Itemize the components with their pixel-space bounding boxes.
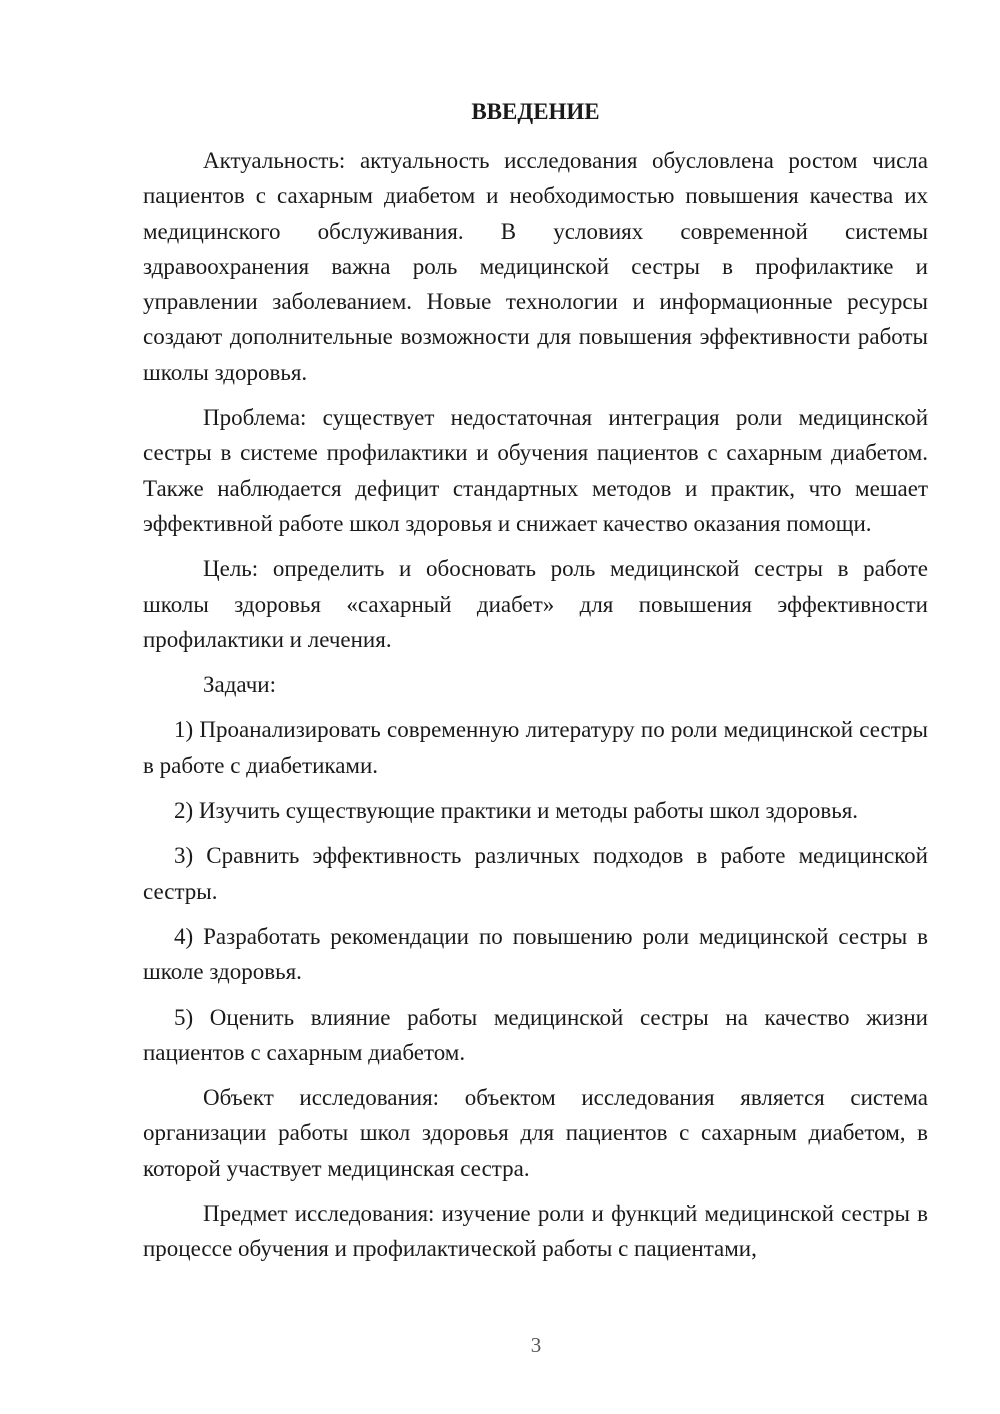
paragraph-goal: Цель: определить и обосновать роль медицинской сестры в работе школы здоровья «сахарный диабет» для повышения эффективности профилактики и лечения. [143,556,928,652]
paragraph-problem: Проблема: существует недостаточная интеграция роли медицинской сестры в системе профилактики и обучения пациентов с сахарным диабетом. Также наблюдается дефицит стандартных методов и практик, что мешает эффективной работе школ здоровья и снижает качество оказания помощи. [143,405,928,536]
task-item: 5) Оценить влияние работы медицинской сестры на качество жизни пациентов с сахарным диабетом. [143,1004,928,1065]
paragraph-subject: Предмет исследования: изучение роли и функций медицинской сестры в процессе обучения и профилактической работы с пациентами, [143,1201,928,1262]
paragraph-object: Объект исследования: объектом исследования является система организации работы школ здоровья для пациентов с сахарным диабетом, в которой участвует медицинская сестра. [143,1085,928,1181]
tasks-heading: Задачи: [203,672,276,698]
page-number: 3 [530,1333,542,1357]
page-body [143,94,928,1267]
task-item: 1) Проанализировать современную литературу по роли медицинской сестры в работе с диабетиками. [143,717,928,778]
task-item: 4) Разработать рекомендации по повышению роли медицинской сестры в школе здоровья. [143,923,928,985]
task-item: 2) Изучить существующие практики и методы работы школ здоровья. [174,798,859,824]
paragraph-relevance: Актуальность: актуальность исследования обусловлена ростом числа пациентов с сахарным диабетом и необходимостью повышения качества их медицинского обслуживания. В условиях современной системы здравоохранения важна роль медицинской сестры в профилактике и управлении заболеванием. Новые технологии и информационные ресурсы создают дополнительные возможности для повышения эффективности работы школы здоровья. [143,148,928,385]
page-title: ВВЕДЕНИЕ [471,99,600,124]
task-item: 3) Сравнить эффективность различных подходов в работе медицинской сестры. [143,843,928,904]
